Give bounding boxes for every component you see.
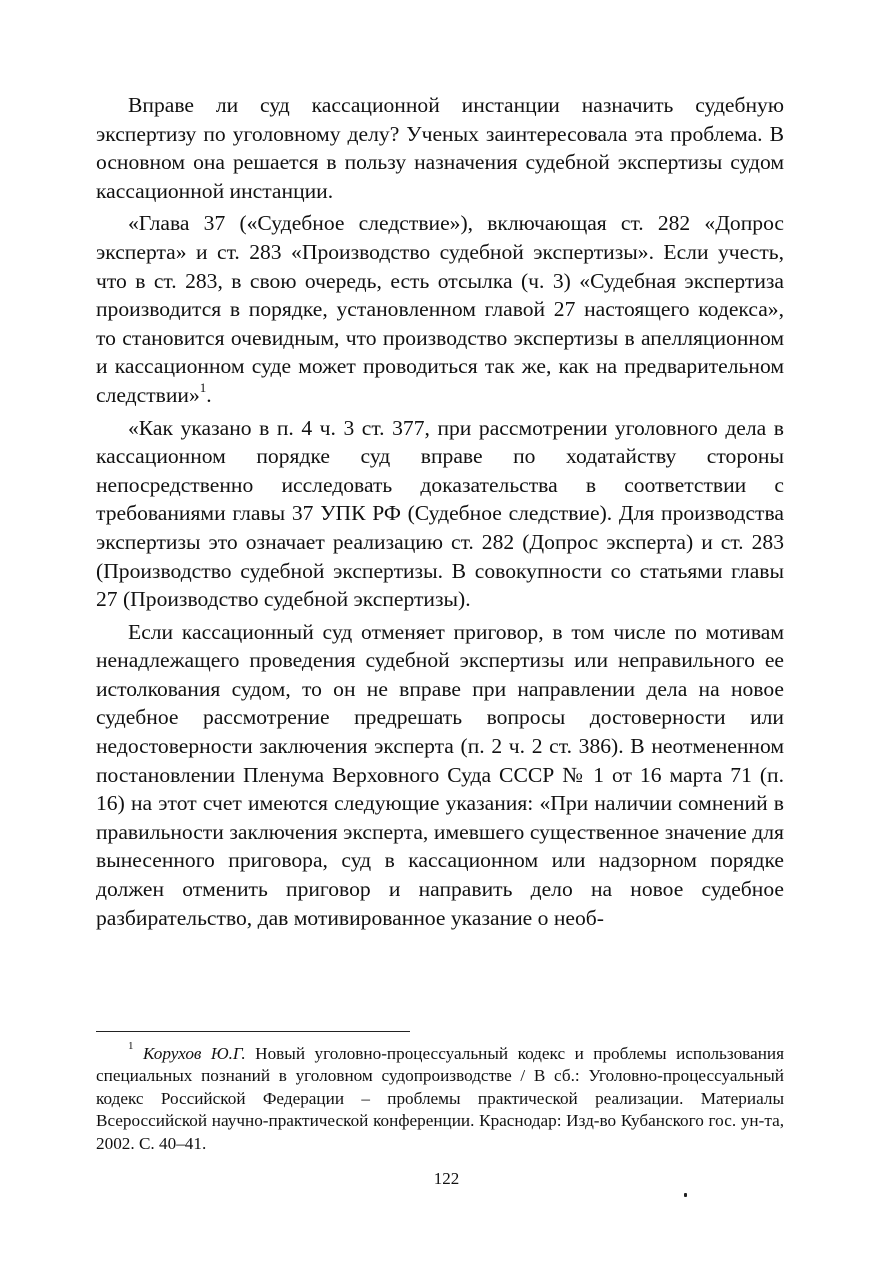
footnote-reference: 1 — [199, 379, 207, 395]
paragraph-2-text: «Глава 37 («Судебное следствие»), включающая ст. 282 «Допрос эксперта» и ст. 283 «Производство судебной экспертизы». Если учесть, что в ст. 283, в свою очередь, есть отсылка (ч. 3) «Судебная экспертиза производится в порядке, установленном главой 27 настоящего кодекса», то становится очевидным, что производство экспертизы в апелляционном и кассационном суде может проводиться так же, как на предварительном следствии» — [96, 211, 784, 407]
body-text — [96, 91, 784, 936]
scan-speck — [684, 1193, 687, 1197]
footnote-text: Новый уголовно-процессуальный кодекс и проблемы использования специальных познаний в уголовном судопроизводстве / В сб.: Уголовно-процессуальный кодекс Российской Федерации – проблемы практической реализации. Материалы Всероссийской научно-практической конференции. Краснодар: Изд-во Кубанского гос. ун-та, 2002. С. 40–41. — [96, 1044, 784, 1153]
paragraph-3: «Как указано в п. 4 ч. 3 ст. 377, при рассмотрении уголовного дела в кассационном порядке суд вправе по ходатайству стороны непосредственно исследовать доказательства в соответствии с требованиями главы 37 УПК РФ (Судебное следствие). Для производства экспертизы это означает реализацию ст. 282 (Допрос эксперта) и ст. 283 (Производство судебной экспертизы. В совокупности со статьями главы 27 (Производство судебной экспертизы). — [96, 415, 784, 612]
footnote — [96, 1040, 784, 1155]
footnote-author: Корухов Ю.Г. — [143, 1044, 246, 1063]
page-number: 122 — [433, 1169, 460, 1188]
paragraph-2 — [96, 209, 784, 409]
paragraph-1: Вправе ли суд кассационной инстанции назначить судебную экспертизу по уголовному делу? Ученых заинтересовала эта проблема. В основном она решается в пользу назначения судебной экспертизы судом кассационной инстанции. — [96, 93, 784, 203]
paragraph-2-tail: . — [206, 382, 212, 407]
footnote-divider — [96, 1031, 410, 1032]
footnote-marker: 1 — [128, 1040, 134, 1053]
paragraph-4: Если кассационный суд отменяет приговор, в том числе по мотивам ненадлежащего проведения судебной экспертизы или неправильного ее истолкования судом, то он не вправе при направлении дела на новое судебное рассмотрение предрешать вопросы достоверности или недостоверности заключения эксперта (п. 2 ч. 2 ст. 386). В неотмененном постановлении Пленума Верховного Суда СССР № 1 от 16 марта 71 (п. 16) на этот счет имеются следующие указания: «При наличии сомнений в правильности заключения эксперта, имевшего существенное значение для вынесенного приговора, суд в кассационном или надзорном порядке должен отменить приговор и направить дело на новое судебное разбирательство, дав мотивированное указание о необ- — [96, 619, 784, 930]
